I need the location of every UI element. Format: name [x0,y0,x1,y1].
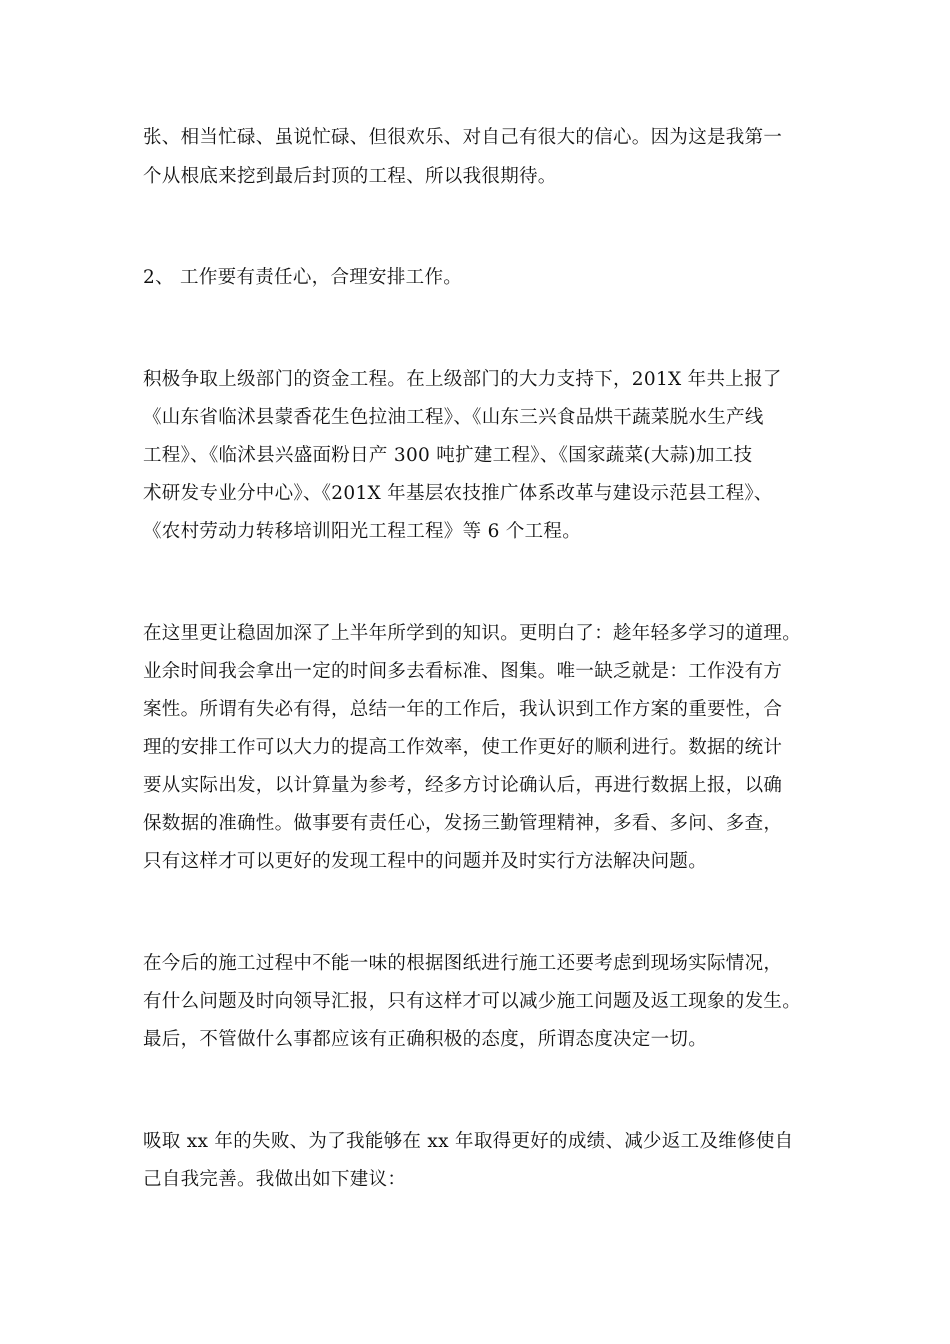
paragraph-4-line-6: 保数据的准确性。做事要有责任心，发扬三勤管理精神，多看、多问、多查， [143,813,783,834]
paragraph-4-line-2: 业余时间我会拿出一定的时间多去看标准、图集。唯一缺乏就是：工作没有方 [143,661,783,682]
paragraph-5-line-1: 在今后的施工过程中不能一味的根据图纸进行施工还要考虑到现场实际情况， [143,953,783,974]
paragraph-3-line-3: 工程》、《临沭县兴盛面粉日产 300 吨扩建工程》、《国家蔬菜(大蒜)加工技 [143,445,753,466]
paragraph-5-line-2: 有什么问题及时向领导汇报，只有这样才可以减少施工问题及返工现象的发生。 [143,991,802,1012]
paragraph-3-line-1: 积极争取上级部门的资金工程。在上级部门的大力支持下，201X 年共上报了 [143,369,782,390]
paragraph-5-line-3: 最后，不管做什么事都应该有正确积极的态度，所谓态度决定一切。 [143,1029,708,1050]
paragraph-4-line-1: 在这里更让稳固加深了上半年所学到的知识。更明白了：趁年轻多学习的道理。 [143,623,802,644]
paragraph-4-line-7: 只有这样才可以更好的发现工程中的问题并及时实行方法解决问题。 [143,851,708,872]
paragraph-1-line-2: 个从根底来挖到最后封顶的工程、所以我很期待。 [143,166,557,187]
paragraph-4-line-4: 理的安排工作可以大力的提高工作效率，使工作更好的顺利进行。数据的统计 [143,737,783,758]
paragraph-2-heading: 2、 工作要有责任心，合理安排工作。 [143,267,463,288]
paragraph-4-line-5: 要从实际出发，以计算量为参考，经多方讨论确认后，再进行数据上报，以确 [143,775,783,796]
paragraph-1-line-1: 张、相当忙碌、虽说忙碌、但很欢乐、对自己有很大的信心。因为这是我第一 [143,127,783,148]
paragraph-3-line-4: 术研发专业分中心》、《201X 年基层农技推广体系改革与建设示范县工程》、 [143,483,773,504]
paragraph-6-line-1: 吸取 xx 年的失败、为了我能够在 xx 年取得更好的成绩、减少返工及维修使自 [143,1131,794,1152]
paragraph-6-line-2: 己自我完善。我做出如下建议： [143,1169,407,1190]
paragraph-4-line-3: 案性。所谓有失必有得，总结一年的工作后，我认识到工作方案的重要性，合 [143,699,783,720]
paragraph-3-line-2: 《山东省临沭县蒙香花生色拉油工程》、《山东三兴食品烘干蔬菜脱水生产线 [143,407,764,428]
paragraph-3-line-5: 《农村劳动力转移培训阳光工程工程》等 6 个工程。 [143,521,582,542]
